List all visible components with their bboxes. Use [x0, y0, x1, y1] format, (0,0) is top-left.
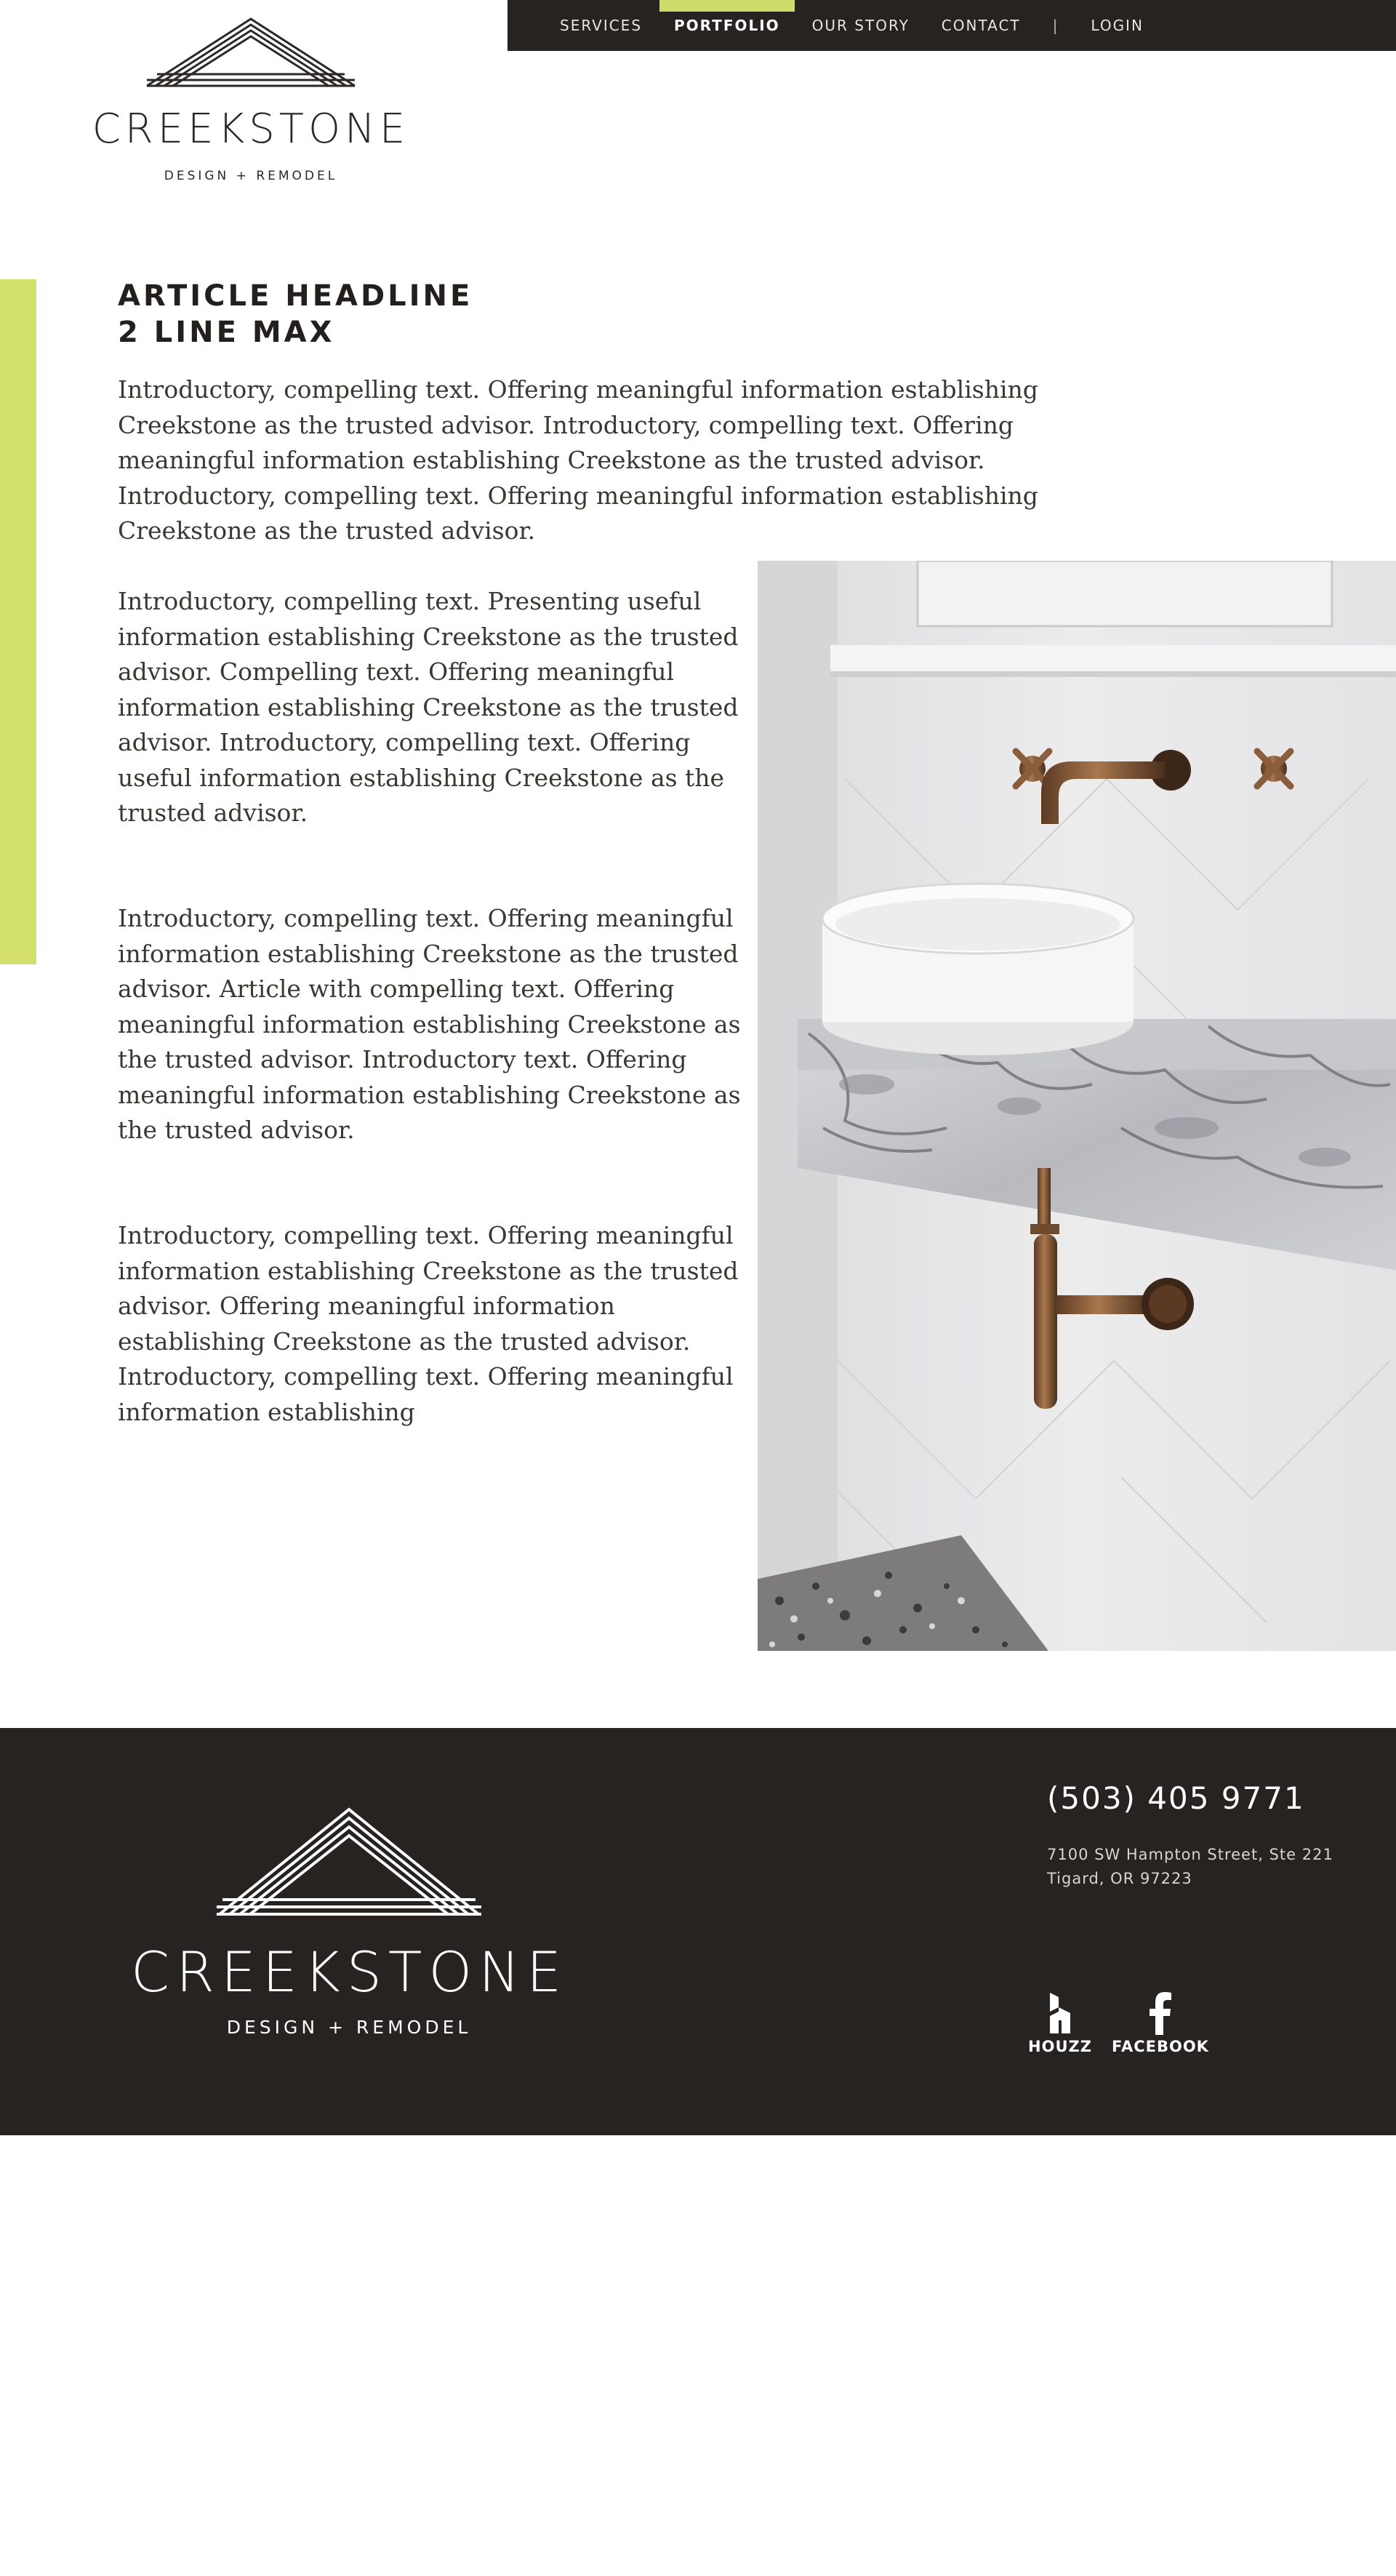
footer-wordmark: CREEKSTONE: [131, 1940, 569, 2004]
nav-divider: |: [1052, 17, 1059, 34]
facebook-label: FACEBOOK: [1112, 2038, 1209, 2055]
roof-logo-icon: [87, 16, 414, 96]
article-paragraph: Introductory, compelling text. Offering meaningful information establishing Creekstone as the trusted advisor. Offering meaningful information establishing Creekstone as the trusted advisor. Introductory, compelling text. Offering meaningful information establishing: [118, 1221, 739, 1426]
houzz-icon: [1046, 1991, 1075, 2035]
article-paragraph: Introductory, compelling text. Presenting useful information establishing Creekstone as the trusted advisor. Compelling text. Offering meaningful information establishing Creekstone as the trusted advisor. Introductory, compelling text. Offering useful information establishing Creekstone as the trusted advisor.: [118, 587, 739, 827]
article-paragraph: Introductory, compelling text. Offering meaningful information establishing Creekstone as the trusted advisor. Article with compelling text. Offering meaningful information establishing Creekstone as the trusted advisor. Introductory text. Offering meaningful information establishing Creekstone as the trusted advisor.: [118, 904, 741, 1144]
logo-wordmark: CREEKSTONE: [92, 105, 410, 153]
footer: [0, 1728, 1396, 2135]
nav-contact[interactable]: CONTACT: [941, 17, 1021, 34]
article-intro: Introductory, compelling text. Offering meaningful information establishing Creekstone as the trusted advisor. Introductory, compelling text. Offering meaningful information establishing Creekstone as the trusted advisor. Introductory, compelling text. Offering meaningful information establishing Creekstone as the trusted advisor.: [118, 375, 1038, 545]
footer-tagline: DESIGN + REMODEL: [226, 2017, 472, 2038]
headline-line-1: ARTICLE HEADLINE: [118, 279, 473, 313]
address-line-1: 7100 SW Hampton Street, Ste 221: [1047, 1846, 1333, 1863]
phone-number[interactable]: (503) 405 9771: [1047, 1780, 1305, 1816]
logo-tagline: DESIGN + REMODEL: [164, 169, 338, 183]
houzz-link[interactable]: [1009, 1991, 1111, 2055]
facebook-icon: [1146, 1991, 1175, 2035]
nav-our-story[interactable]: OUR STORY: [811, 17, 910, 34]
address-line-2: Tigard, OR 97223: [1047, 1870, 1192, 1887]
nav-services[interactable]: SERVICES: [560, 17, 643, 34]
footer-logo[interactable]: [131, 1804, 567, 2044]
top-nav: [508, 0, 1396, 51]
nav-login[interactable]: LOGIN: [1091, 17, 1144, 34]
headline-line-2: 2 LINE MAX: [118, 316, 335, 349]
houzz-label: HOUZZ: [1028, 2038, 1092, 2055]
article-headline: [118, 278, 699, 351]
address: [1047, 1843, 1333, 1891]
header-logo[interactable]: [87, 16, 414, 183]
bathroom-vanity-photo: [758, 561, 1396, 1651]
facebook-link[interactable]: [1110, 1991, 1211, 2055]
roof-logo-icon: [131, 1804, 567, 1927]
accent-bar: [0, 279, 36, 964]
nav-portfolio[interactable]: PORTFOLIO: [659, 0, 795, 51]
